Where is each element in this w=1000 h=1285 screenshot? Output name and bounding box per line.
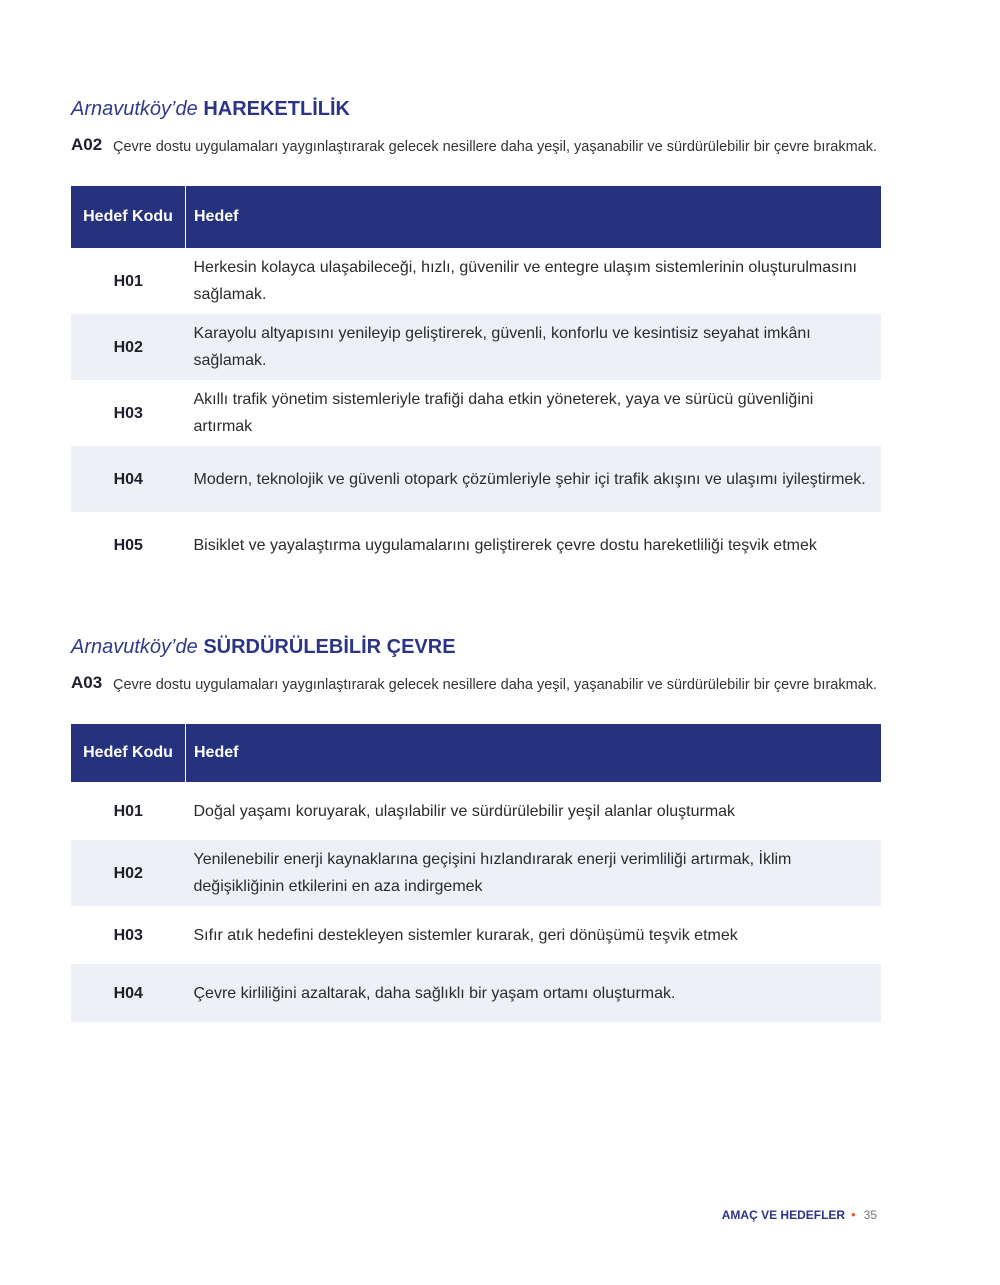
target-code: H02 — [71, 840, 186, 906]
section-title-main: HAREKETLİLİK — [203, 98, 350, 120]
target-text: Doğal yaşamı koruyarak, ulaşılabilir ve sürdürülebilir yeşil alanlar oluşturmak — [193, 802, 736, 820]
footer-bullet: • — [851, 1207, 856, 1222]
table-row — [71, 380, 881, 446]
target-code: H01 — [113, 272, 143, 290]
targets-table — [71, 186, 881, 578]
target-code: H04 — [71, 446, 186, 512]
section-title — [71, 96, 881, 122]
target-text: Modern, teknolojik ve güvenli otopark çözümleriyle şehir içi trafik akışını ve ulaşımı iyileştirmek. — [186, 446, 882, 512]
target-code: H03 — [113, 926, 143, 944]
footer-label: AMAÇ VE HEDEFLER — [721, 1208, 846, 1222]
target-code: H03 — [113, 404, 143, 422]
header-target: Hedef — [186, 724, 882, 782]
table-row — [71, 446, 881, 512]
section-title-prefix: Arnavutköy’de — [71, 98, 198, 120]
header-target-code: Hedef Kodu — [71, 724, 186, 782]
target-text: Sıfır atık hedefini destekleyen sistemler kurarak, geri dönüşümü teşvik etmek — [193, 926, 738, 944]
section-hareketlilik — [71, 96, 881, 578]
goal-code: A02 — [71, 135, 103, 154]
goal-statement — [71, 672, 881, 714]
target-text: Çevre kirliliğini azaltarak, daha sağlıklı bir yaşam ortamı oluşturmak. — [186, 964, 882, 1022]
section-title-main: SÜRDÜRÜLEBİLİR ÇEVRE — [203, 636, 456, 658]
section-title — [71, 634, 881, 660]
target-text: Yenilenebilir enerji kaynaklarına geçişini hızlandırarak enerji verimliliği artırmak, İklim değişikliğinin etkilerini en aza indirgemek — [186, 840, 882, 906]
section-title-prefix: Arnavutköy’de — [71, 636, 198, 658]
header-target: Hedef — [186, 186, 882, 248]
table-row — [71, 512, 881, 578]
targets-table — [71, 724, 881, 1022]
goal-statement — [71, 134, 881, 176]
target-code: H05 — [113, 536, 143, 554]
page-footer — [722, 1207, 877, 1222]
target-code: H02 — [71, 314, 186, 380]
target-code: H01 — [113, 802, 143, 820]
target-text: Bisiklet ve yayalaştırma uygulamalarını geliştirerek çevre dostu hareketliliği teşvik etmek — [193, 536, 817, 554]
table-row — [71, 906, 881, 964]
target-text: Akıllı trafik yönetim sistemleriyle trafiği daha etkin yöneterek, yaya ve sürücü güvenliğini artırmak — [193, 391, 814, 435]
target-text: Herkesin kolayca ulaşabileceği, hızlı, güvenilir ve entegre ulaşım sistemlerinin oluşturulmasını sağlamak. — [193, 259, 857, 303]
table-row — [71, 782, 881, 840]
goal-code: A03 — [71, 673, 103, 692]
page-number: 35 — [863, 1208, 877, 1222]
target-code: H04 — [71, 964, 186, 1022]
table-row — [71, 964, 881, 1022]
goal-text: Çevre dostu uygulamaları yaygınlaştırarak gelecek nesillere daha yeşil, yaşanabilir ve sürdürülebilir bir çevre bırakmak. — [113, 139, 878, 155]
table-row — [71, 840, 881, 906]
section-surdurulebilir-cevre — [71, 634, 881, 1022]
target-text: Karayolu altyapısını yenileyip geliştirerek, güvenli, konforlu ve kesintisiz seyahat imkânı sağlamak. — [186, 314, 882, 380]
table-row — [71, 314, 881, 380]
goal-text: Çevre dostu uygulamaları yaygınlaştırarak gelecek nesillere daha yeşil, yaşanabilir ve sürdürülebilir bir çevre bırakmak. — [113, 677, 878, 693]
table-row — [71, 248, 881, 314]
header-target-code: Hedef Kodu — [71, 186, 186, 248]
